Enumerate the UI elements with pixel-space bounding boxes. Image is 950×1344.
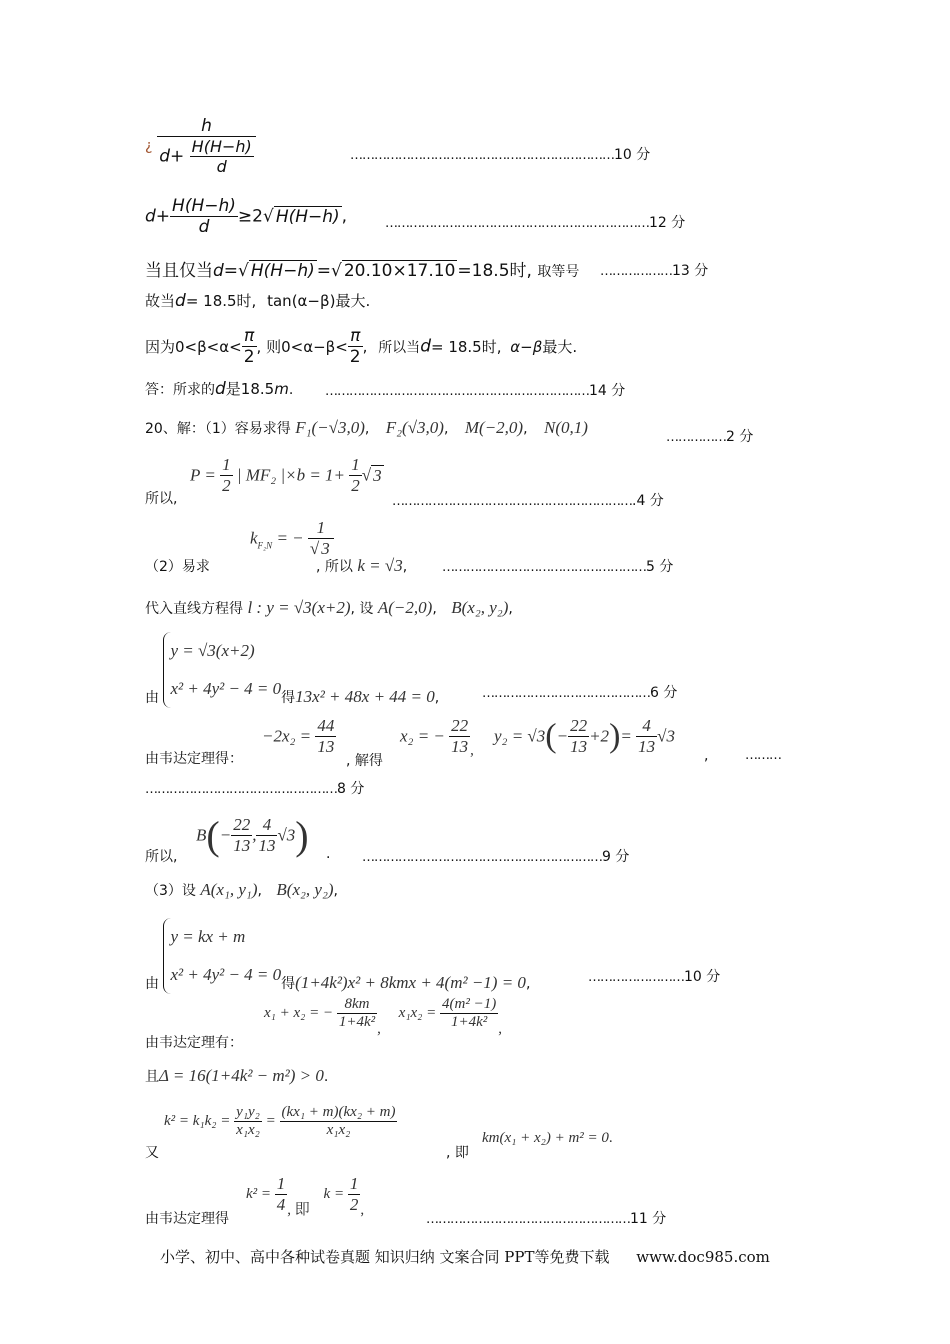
num: H(H−h) (172, 196, 236, 216)
dots-8 (392, 490, 664, 510)
text: , (333, 883, 338, 899)
pi-fraction-2 (348, 326, 363, 367)
eq-line-12d: y₂ = √3(− $\frac{22}{13}$ +2)= $\frac{4}{13}$ √3 (494, 716, 675, 756)
text: = (265, 1113, 276, 1129)
text: . (323, 1069, 329, 1085)
eq-line-1 (145, 116, 256, 176)
num: 4(m² −1) (442, 996, 497, 1012)
den: 13 (570, 737, 588, 756)
eq-line-18 (145, 1066, 328, 1086)
discriminant: Δ = 16(1+4k² − m²) > 0 (159, 1066, 324, 1085)
point-B: B(x₂, y₂) (451, 598, 509, 617)
eq-line-12b (346, 750, 383, 770)
radicand-2: 20.10×17.10 (343, 261, 456, 281)
num: 4 (262, 815, 272, 834)
text: y₂ = √3 (494, 726, 546, 746)
text: , 设 (350, 601, 374, 617)
score-9: 9 分 (602, 849, 630, 865)
num: 22 (233, 815, 251, 834)
text: 因为0<β<α< (145, 338, 242, 356)
num: 22 (570, 716, 588, 735)
num: 4 (642, 716, 651, 735)
text: , (508, 601, 513, 617)
eq-line-9b (316, 556, 407, 576)
text: 是18.5 (225, 380, 275, 398)
den: 13 (258, 836, 276, 855)
eq-line-20 (246, 1174, 364, 1219)
text: 最大. (542, 338, 578, 356)
leader: ……… (745, 748, 781, 763)
text: , (525, 976, 531, 992)
dots-11 (482, 682, 677, 702)
den: 1+4k² (338, 1014, 376, 1030)
tan-expr: tan(α−β) (267, 292, 336, 310)
point-F2: F₂(√3,0) (385, 418, 444, 437)
den: 2 (349, 1195, 359, 1214)
dots-14 (362, 846, 629, 866)
text: 得 (281, 690, 296, 706)
text: 由 (145, 976, 159, 992)
den: 13 (451, 737, 469, 756)
num: 1 (222, 455, 231, 474)
part: d+ (145, 206, 171, 227)
eq-line-15: （3）设 A(x₁, y₁), B(x₂, y₂), (145, 880, 338, 899)
fraction (280, 1104, 398, 1139)
den: 13 (638, 737, 656, 756)
text: =18.5时, (457, 261, 532, 281)
num: π (350, 326, 361, 346)
text: , (470, 742, 474, 759)
text: . (608, 1130, 613, 1146)
text: , (402, 559, 408, 575)
text: 故当 (145, 292, 176, 310)
sys-eq-2: x² + 4y² − 4 = 0 (170, 965, 282, 984)
inner-num: H(H−h) (191, 137, 252, 156)
text: km(x₁ + x₂) + m² = 0 (482, 1130, 609, 1146)
eq-line-14: B(− $\frac{22}{13}$ , $\frac{4}{13}$ √3) (196, 813, 309, 858)
eq-line-3 (145, 256, 579, 281)
den: d (170, 216, 238, 237)
text: 由韦达定理有： (145, 1035, 243, 1051)
expr: α−β (510, 337, 543, 356)
label-line-9 (145, 556, 210, 576)
text: , 解得 (346, 753, 383, 769)
eq2: =√ (316, 261, 342, 281)
dots-2 (385, 212, 685, 232)
den: 2 (351, 476, 360, 495)
inner-den: d (190, 156, 254, 176)
text: = 18.5时, (430, 338, 502, 356)
eq-line-5 (145, 326, 577, 367)
score-8: 8 分 (337, 781, 365, 797)
dots-7 (666, 426, 753, 446)
label-line-17 (145, 1032, 243, 1052)
leader: ………………………………………… (145, 782, 337, 797)
text: . (326, 846, 331, 862)
label-line-20 (145, 1208, 229, 1228)
num: 1 (351, 455, 360, 474)
point-N: N(0,1) (544, 418, 588, 437)
score-5: 5 分 (646, 559, 674, 575)
sys-eq-2: x² + 4y² − 4 = 0 (170, 679, 282, 698)
fraction (440, 996, 498, 1031)
text: −2x₂ = (262, 726, 312, 746)
den: x₁x₂ (236, 1122, 260, 1138)
leader: …………………………………………………… (392, 494, 632, 509)
system (163, 632, 281, 708)
text: , (360, 1201, 365, 1218)
dots-3 (600, 260, 708, 280)
text: 所以当 (378, 339, 421, 356)
text: 得 (281, 976, 296, 992)
eq-line-4 (145, 290, 370, 311)
leader: …………………………………… (482, 686, 650, 701)
text: , 即 (446, 1145, 469, 1161)
eq-line-11 (145, 632, 439, 708)
text: | MF₂ |×b = 1+ (236, 465, 346, 485)
fraction (337, 996, 377, 1031)
den: 4 (276, 1195, 286, 1214)
part: ≥2 (237, 206, 263, 227)
eq-line-19 (164, 1104, 397, 1139)
leader: …………………………………………………… (362, 850, 602, 865)
text: x₁ + x₂ = − (264, 1005, 334, 1021)
var-d: d (215, 379, 226, 399)
root-sign: √ (262, 206, 274, 227)
text: （2）易求 (145, 559, 210, 575)
num: 1 (276, 1174, 286, 1193)
den: 13 (233, 836, 251, 855)
footer-site-link[interactable]: www.doc985.com (636, 1248, 770, 1266)
fraction (315, 716, 336, 757)
system (163, 918, 281, 994)
point-F1: F₁(−√3,0) (295, 418, 365, 437)
text: , (704, 748, 709, 764)
text: 答：所求的 (145, 382, 215, 398)
text: , 所以 (316, 559, 353, 575)
eq-line-10: 代入直线方程得 l : y = √3(x+2), 设 A(−2,0), B(x₂, y₂), (145, 598, 513, 617)
fraction (256, 815, 277, 856)
line-eq: l : y = √3(x+2) (247, 598, 351, 617)
leader: …………… (666, 430, 726, 445)
text: （3）设 (145, 883, 196, 899)
text: 由韦达定理得： (145, 751, 243, 767)
eq-line-19c (482, 1130, 613, 1147)
eq-line-6 (145, 378, 293, 399)
den: 1+4k² (440, 1013, 498, 1031)
num: 1 (316, 518, 326, 537)
text: 且 (145, 1069, 159, 1085)
text: x₂ = − (400, 726, 445, 746)
subscript: F₂N (257, 540, 273, 551)
text: 所以, (145, 491, 178, 507)
dots-16 (588, 966, 720, 986)
score-11: 11 分 (630, 1211, 667, 1227)
fraction (449, 716, 470, 757)
leader: ………………………………………………………… (385, 216, 649, 231)
dots-12 (745, 748, 781, 763)
point-B: B(x₂, y₂) (276, 880, 334, 899)
text: 由 (145, 690, 159, 706)
eq-line-12e (704, 748, 708, 764)
eq: = (223, 261, 239, 281)
score-6: 6 分 (650, 685, 678, 701)
part: , (341, 206, 348, 227)
den: x₁x₂ (280, 1121, 398, 1139)
leader: …………………………………………… (442, 560, 646, 575)
score-10b: 10 分 (684, 969, 721, 985)
text: , 即 (287, 1201, 310, 1218)
k-value: k = √3 (357, 556, 403, 575)
num: (kx₁ + m)(kx₂ + m) (281, 1104, 396, 1120)
eq-line-9 (250, 518, 334, 559)
den: 2 (243, 347, 255, 367)
dots-1 (350, 144, 650, 164)
label-line-12 (145, 748, 243, 768)
text: 又 (145, 1145, 159, 1161)
label-line-8 (145, 488, 177, 508)
fraction (568, 716, 589, 757)
leader: ………………………………………………………… (325, 384, 589, 399)
text: 20、解：（1）容易求得 (145, 421, 291, 437)
pi-fraction (242, 326, 257, 367)
dots-9 (442, 556, 673, 576)
eq-line-14b (326, 846, 330, 862)
text: = 18.5时, (185, 292, 257, 310)
radicand: H(H−h) (250, 261, 315, 281)
den-part: d+ (159, 146, 185, 167)
inner-fraction (190, 137, 254, 176)
point-A: A(−2,0) (377, 598, 433, 617)
text: 最大. (335, 292, 371, 310)
text: , (362, 337, 368, 356)
text: 代入直线方程得 (145, 601, 243, 617)
point-M: M(−2,0) (464, 418, 524, 437)
text: 由韦达定理得 (145, 1211, 229, 1227)
footer (160, 1246, 770, 1267)
den: 3 (321, 539, 330, 558)
eq-line-8: P = $\frac{1}{2}$ | MF₂ |×b = 1+ $\frac{1}{2}$ √ 3 (190, 455, 382, 495)
dots-13 (145, 778, 364, 798)
fraction (231, 815, 252, 856)
text: = − (276, 528, 304, 548)
radicand: 3 (373, 465, 382, 485)
var-d: d (175, 291, 186, 311)
den: 2 (349, 347, 361, 367)
num: y₁y₂ (236, 1104, 260, 1120)
fraction (170, 196, 238, 237)
half-2 (349, 455, 362, 496)
glyph-prefix: ¿ (145, 138, 153, 154)
text: k² = (246, 1186, 272, 1202)
var-d: d (420, 336, 431, 357)
text: . (288, 382, 294, 398)
footer-text: 小学、初中、高中各种试卷真题 知识归纳 文案合同 PPT等免费下载 (160, 1248, 610, 1266)
fraction (275, 1174, 288, 1215)
sys-eq-1: y = √3(x+2) (170, 641, 255, 660)
text: 取等号 (537, 264, 580, 280)
text: = (620, 726, 632, 746)
var-d: d (213, 261, 224, 281)
fraction-main (157, 116, 256, 176)
text: , 则0<α−β< (256, 338, 348, 356)
fraction (234, 1104, 262, 1139)
root-sign: √ (238, 261, 249, 281)
text: 所以, (145, 849, 178, 865)
fraction (636, 716, 657, 757)
eq-line-7: 20、解：（1）容易求得 F₁(−√3,0), F₂(√3,0), M(−2,0), N(0,1) (145, 418, 588, 437)
sys-eq-1: y = kx + m (170, 927, 246, 946)
text: k² = k₁k₂ = (164, 1113, 231, 1129)
text: , (434, 690, 440, 706)
leader: ……………… (600, 264, 672, 279)
frac-num: h (201, 116, 212, 136)
eq-line-12c (400, 716, 474, 759)
leader: ………………………………………………………… (350, 148, 614, 163)
den: 2 (222, 476, 231, 495)
label-line-19 (145, 1142, 159, 1162)
point-B: B (196, 825, 207, 845)
fraction: $\frac{1}{√ 3}$ (308, 518, 334, 559)
num: π (244, 326, 255, 346)
radicand: H(H−h) (275, 206, 340, 227)
dots-20 (426, 1208, 666, 1228)
var-k: k (250, 528, 258, 548)
half (220, 455, 233, 496)
num: 44 (317, 716, 335, 735)
eq-line-2 (145, 196, 347, 237)
quadratic: (1+4k²)x² + 8kmx + 4(m² −1) = 0 (295, 973, 526, 992)
eq-line-16 (145, 918, 530, 994)
score-12: 12 分 (649, 215, 686, 231)
num: 22 (451, 716, 469, 735)
num: 1 (349, 1174, 359, 1193)
text: 当且仅当 (145, 261, 213, 281)
text: k = (323, 1186, 345, 1202)
point-A: A(x₁, y₁) (200, 880, 258, 899)
fraction (348, 1174, 361, 1215)
score-4: .4 分 (632, 493, 664, 509)
leader: …………………… (588, 970, 684, 985)
label-line-14 (145, 846, 177, 866)
score-10: 10 分 (614, 147, 651, 163)
score-13: 13 分 (672, 263, 709, 279)
var-m: m (274, 380, 289, 398)
text: x₁x₂ = (398, 1005, 437, 1021)
eq-line-17: x₁ + x₂ = − $\frac{8km}{\text{1+4k²}}$ , x₁x₂ = $\frac{\text{4(m² −1)}}{\text{1+4k²}}$ , (264, 996, 502, 1037)
score-2: 2 分 (726, 429, 754, 445)
leader: …………………………………………… (426, 1212, 630, 1227)
score-14: 14 分 (589, 383, 626, 399)
eq-line-19b (446, 1142, 469, 1162)
dots-6 (325, 380, 625, 400)
frac-den (157, 136, 256, 176)
text: P = (190, 465, 216, 485)
text: , (498, 1020, 502, 1037)
eq-line-12 (262, 716, 336, 757)
num: 8km (344, 996, 370, 1012)
den: 13 (317, 737, 335, 756)
quadratic: 13x² + 48x + 44 = 0 (295, 687, 435, 706)
